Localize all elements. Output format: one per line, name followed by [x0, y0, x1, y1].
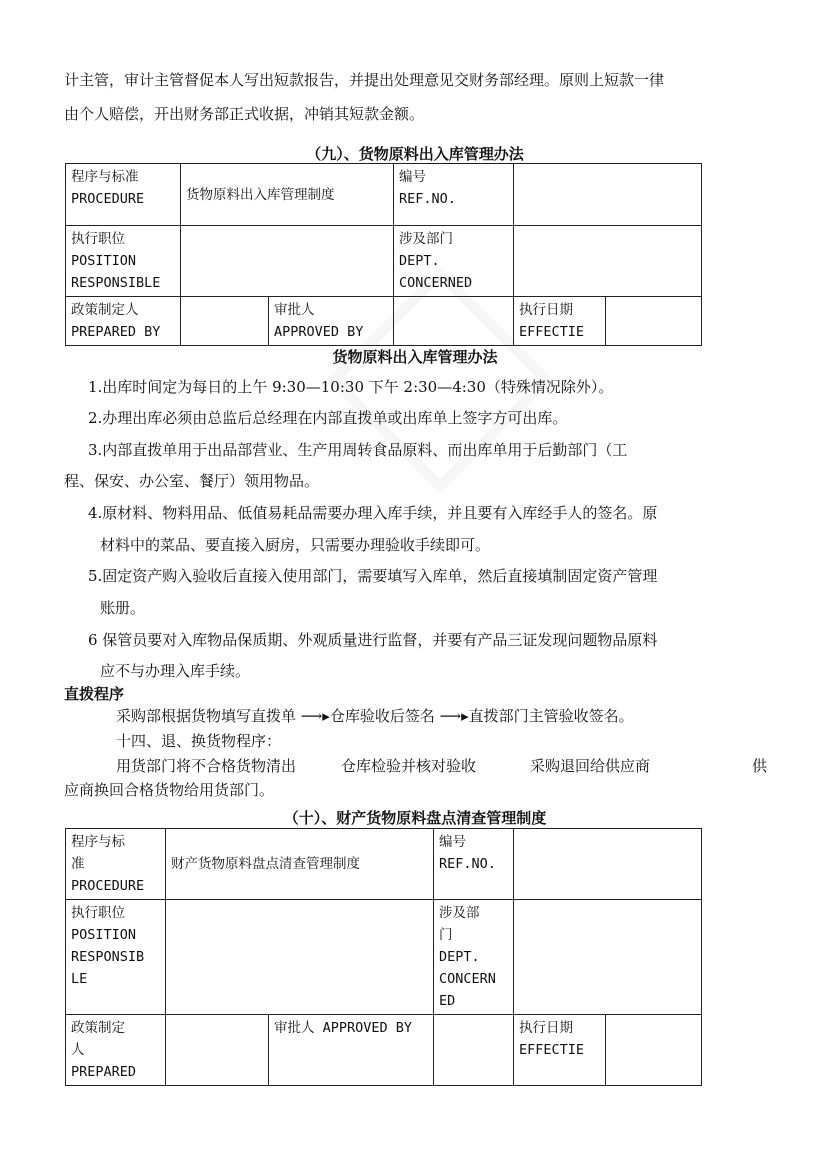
- return-step: 采购退回给供应商: [530, 757, 651, 775]
- section10-table: [65, 828, 702, 1086]
- effective-value: [606, 297, 702, 346]
- list-item: 程、保安、办公室、餐厅）领用物品。: [64, 472, 320, 490]
- intro-line: 由个人赔偿，开出财务部正式收据，冲销其短款金额。: [64, 105, 425, 123]
- dept-label: 涉及部门 DEPT. CONCERNED: [394, 226, 514, 297]
- procedure-value: 财产货物原料盘点清查管理制度: [166, 829, 434, 900]
- procedure-value: 货物原料出入库管理制度: [181, 164, 394, 226]
- prepared-value: [166, 1015, 269, 1086]
- effective-label: 执行日期 EFFECTIE: [514, 297, 606, 346]
- list-item: 5.固定资产购入验收后直接入使用部门，需要填写入库单，然后直接填制固定资产管理: [88, 567, 658, 585]
- prepared-label: 政策制定人 PREPARED BY: [66, 297, 181, 346]
- prepared-label: 政策制定 人 PREPARED: [66, 1015, 166, 1086]
- section9-subtitle: 货物原料出入库管理办法: [332, 348, 498, 366]
- list-item: 2.办理出库必须由总监后总经理在内部直拨单或出库单上签字方可出库。: [88, 409, 568, 427]
- effective-value: [606, 1015, 702, 1086]
- return-title: 十四、退、换货物程序：: [116, 732, 282, 750]
- list-item: 应不与办理入库手续。: [100, 662, 251, 680]
- ref-label: 编号 REF.NO.: [434, 829, 514, 900]
- dept-value: [514, 900, 702, 1015]
- position-value: [181, 226, 394, 297]
- list-item: 4.原材料、物料用品、低值易耗品需要办理入库手续，并且要有入库经手人的签名。原: [88, 504, 658, 522]
- intro-line: 计主管，审计主管督促本人写出短款报告，并提出处理意见交财务部经理。原则上短款一律: [64, 71, 665, 89]
- list-item: 1.出库时间定为每日的上午 9:30—10:30 下午 2:30—4:30（特殊情况除外）。: [88, 378, 614, 396]
- list-item: 6 保管员要对入库物品保质期、外观质量进行监督，并要有产品三证发现问题物品原料: [88, 631, 658, 649]
- return-cont: 应商换回合格货物给用货部门。: [64, 781, 275, 799]
- direct-flow: 采购部根据货物填写直拨单 ⟶▸仓库验收后签名 ⟶▸直拨部门主管验收签名。: [116, 707, 634, 725]
- section9-table: [65, 163, 702, 346]
- position-label: 执行职位 POSITION RESPONSIB LE: [66, 900, 166, 1015]
- direct-title: 直拨程序: [64, 685, 125, 703]
- approved-value: [394, 297, 514, 346]
- ref-value: [514, 164, 702, 226]
- procedure-label: 程序与标准 PROCEDURE: [66, 164, 181, 226]
- approved-label: 审批人 APPROVED BY: [269, 1015, 434, 1086]
- dept-value: [514, 226, 702, 297]
- ref-value: [514, 829, 702, 900]
- dept-label: 涉及部 门 DEPT. CONCERN ED: [434, 900, 514, 1015]
- list-item: 账册。: [100, 599, 146, 617]
- section9-title: （九）、货物原料出入库管理办法: [306, 145, 524, 163]
- position-value: [166, 900, 434, 1015]
- arrow-right-icon: ⟶▸: [434, 707, 469, 725]
- prepared-value: [181, 297, 269, 346]
- ref-label: 编号 REF.NO.: [394, 164, 514, 226]
- list-item: 材料中的菜品、要直接入厨房，只需要办理验收手续即可。: [100, 536, 491, 554]
- return-step: 仓库检验并核对验收: [341, 757, 477, 775]
- position-label: 执行职位 POSITION RESPONSIBLE: [66, 226, 181, 297]
- effective-label: 执行日期 EFFECTIE: [514, 1015, 606, 1086]
- approved-value: [434, 1015, 514, 1086]
- procedure-label: 程序与标 准 PROCEDURE: [66, 829, 166, 900]
- return-step: 用货部门将不合格货物清出: [116, 757, 297, 775]
- arrow-right-icon: ⟶▸: [296, 707, 330, 725]
- return-step: 供: [752, 757, 768, 775]
- list-item: 3.内部直拨单用于出品部营业、生产用周转食品原料、而出库单用于后勤部门（工: [88, 441, 628, 459]
- section10-title: （十）、财产货物原料盘点清查管理制度: [283, 809, 547, 827]
- approved-label: 审批人 APPROVED BY: [269, 297, 394, 346]
